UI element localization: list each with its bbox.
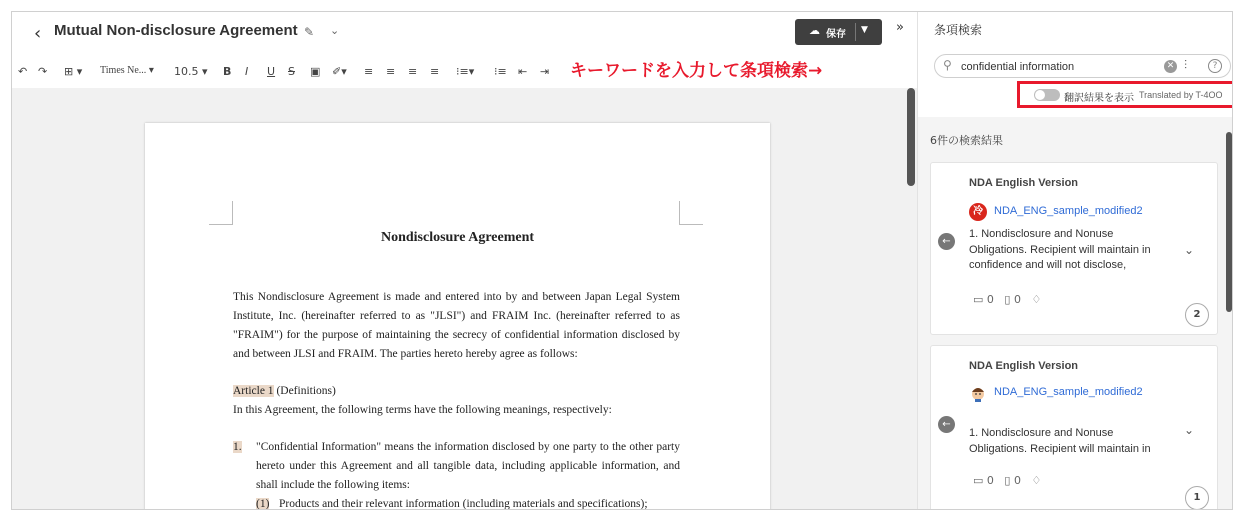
align-left-icon[interactable]: ≡ [364,65,374,78]
comment-icon[interactable]: ▭ [973,293,984,306]
document-title: Mutual Non-disclosure Agreement [54,22,298,39]
translated-by-label: Translated by T-4OO [1139,90,1223,100]
bullet-list-icon[interactable]: ⁝≡ [494,65,507,78]
translate-toggle[interactable] [1034,89,1060,101]
result-stats [973,474,1041,487]
insert-clause-icon[interactable]: ← [938,416,955,433]
result-title: NDA English Version [969,177,1079,189]
margin-marker-top-right [679,201,703,225]
font-family-select[interactable]: Times Ne... ▾ [100,65,154,76]
strikethrough-icon[interactable]: S [288,65,295,78]
result-stats [973,293,1041,306]
article-heading [233,382,680,401]
search-input[interactable] [961,59,1161,75]
result-count: 6件の検索結果 [930,134,1003,147]
align-justify-icon[interactable]: ≡ [430,65,440,78]
translate-label: 翻訳結果を表示 [1064,93,1134,104]
comment-icon[interactable]: ▭ [973,474,984,487]
annotation-callout: キーワードを入力して条項検索→ [570,61,823,81]
expand-chevron-icon[interactable]: ⌄ [1184,243,1195,257]
save-button[interactable] [795,19,882,45]
font-size-value: 10.5 [174,65,199,78]
item-text: "Confidential Information" means the information disclosed by one party to the other party hereto under this Agreement and all tangible data, including applicable information, and shall include the following items: [256,441,680,491]
font-size-select[interactable]: 10.5 ▾ [174,65,208,78]
document-scrollbar[interactable] [905,88,917,510]
indent-increase-icon[interactable]: ⇥ [540,65,550,78]
bold-icon[interactable]: B [223,65,232,78]
comment-count: 0 [986,474,994,487]
edit-title-icon[interactable]: ✎ [304,25,315,39]
intro-paragraph: This Nondisclosure Agreement is made and entered into by and between Japan Legal System Institute, Inc. (hereinafter referred to as "JLSI") and FRAIM Inc. (hereinafter referred to as "FRAIM") for the purpose of maintaining the secrecy of confidential information disclosed by and between JLSI and FRAIM. The parties hereto hereby agree as follows: [233,291,680,360]
formatting-toolbar [12,58,557,88]
result-card[interactable] [930,162,1218,335]
search-results [918,117,1233,510]
save-dropdown-icon[interactable]: ▼ [861,25,868,35]
app-window [11,11,1233,510]
highlight-icon[interactable]: ✐▾ [332,65,347,78]
match-count-badge: 1 [1185,486,1209,510]
cloud-upload-icon: ☁ [809,24,820,37]
document-scrollbar-thumb[interactable] [907,88,915,186]
clause-search-panel [917,12,1233,510]
result-snippet: 1. Nondisclosure and Nonuse Obligations. Recipient will maintain in [969,427,1151,455]
item-number [233,438,257,457]
article-title: (Definitions) [276,385,336,397]
result-title: NDA English Version [969,360,1079,372]
clause-search-box [934,54,1231,78]
user-avatar: 冷 [969,203,987,221]
expand-chevron-icon[interactable]: ⌄ [1184,423,1195,437]
search-icon: ⚲ [943,58,952,72]
result-file-link[interactable]: NDA_ENG_sample_modified2 [994,205,1143,217]
indent-decrease-icon[interactable]: ⇤ [518,65,528,78]
align-center-icon[interactable]: ≡ [386,65,396,78]
undo-icon[interactable]: ↶ [18,65,28,78]
chevron-double-down-icon[interactable]: ⌄ [330,24,340,37]
subitem-number-text: (1) [256,498,270,510]
bookmark-icon[interactable]: ▯ [1004,474,1011,487]
face-avatar-icon [969,384,987,402]
result-card[interactable] [930,345,1218,510]
result-file-link[interactable]: NDA_ENG_sample_modified2 [994,386,1143,398]
comment-count: 0 [986,293,994,306]
line-spacing-icon[interactable]: ⁝≡▾ [456,65,475,78]
save-label: 保存 [826,29,846,40]
align-right-icon[interactable]: ≡ [408,65,418,78]
redo-icon[interactable]: ↷ [38,65,48,78]
panel-scrollbar[interactable] [1226,132,1232,312]
insert-clause-icon[interactable]: ← [938,233,955,250]
back-arrow-icon[interactable]: ‹ [34,23,42,44]
table-icon[interactable]: ⊞ ▾ [64,65,83,78]
filter-settings-icon[interactable]: ⫶ [1184,58,1188,72]
lightbulb-icon[interactable]: ♢ [1031,474,1042,487]
item-number-text: 1. [233,441,242,453]
collapse-panel-button[interactable]: » [896,20,904,35]
document-canvas[interactable] [12,88,905,510]
document-header [12,12,917,54]
margin-marker-top-left [209,201,233,225]
panel-title: 条項検索 [934,23,983,37]
help-icon[interactable]: ? [1208,59,1222,73]
article-label: Article 1 [233,385,274,397]
document-heading: Nondisclosure Agreement [380,230,535,245]
font-family-value: Times Ne... [100,65,147,76]
bookmark-icon[interactable]: ▯ [1004,293,1011,306]
bookmark-count: 0 [1013,474,1021,487]
match-count-badge: 2 [1185,303,1209,327]
subitem-text: Products and their relevant information (including materials and specifications); [279,498,648,510]
translate-toggle-row [1017,81,1233,108]
article-intro: In this Agreement, the following terms have the following meanings, respectively: [233,404,612,416]
bookmark-count: 0 [1013,293,1021,306]
result-snippet: 1. Nondisclosure and Nonuse Obligations. Recipient will maintain in confidence and will not disclose, [969,228,1151,271]
toggle-knob [1035,90,1045,100]
save-divider [855,23,856,41]
user-avatar [969,384,987,402]
underline-icon[interactable]: U [267,65,276,78]
document-page[interactable] [145,123,770,510]
text-box-icon[interactable]: ▣ [310,65,321,78]
lightbulb-icon[interactable]: ♢ [1031,293,1042,306]
clear-search-icon[interactable]: ✕ [1164,60,1177,73]
italic-icon[interactable]: I [245,65,249,78]
